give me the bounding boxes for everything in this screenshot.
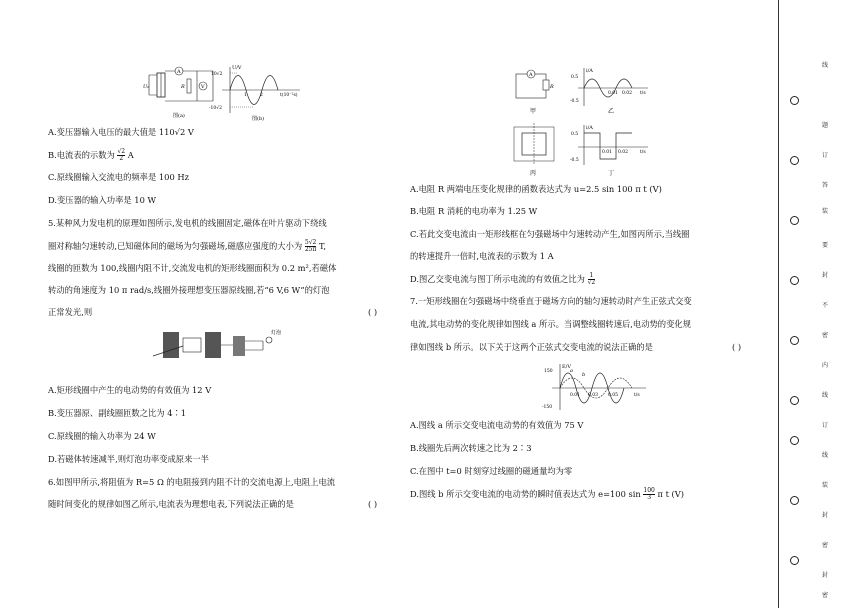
binding-char: 订 [822,422,829,429]
svg-text:R: R [550,84,554,90]
binding-hole [790,216,799,225]
q6-answer-bracket: ( ) [368,499,378,509]
binding-hole [790,396,799,405]
q6-option-b: B.电阻 R 消耗的电功率为 1.25 W [410,206,538,216]
ding-xaxis: t/s [640,150,646,155]
binding-char: 密 [822,542,829,549]
binding-char: 装 [822,482,829,489]
option-b-den: 2 [119,155,124,162]
q6-line2: 随时间变化的规律如图乙所示,电流表为理想电表,下列说法正确的是 [48,499,294,509]
svg-text:A: A [529,72,533,78]
binding-char: 订 [822,152,829,159]
fig-b-caption: 图(b) [252,116,265,122]
q7-curve-a: a [570,368,573,374]
q5-fraction-num: 5√2 [304,239,317,246]
q7-bot: -150 [542,405,553,410]
lamp-label: 灯泡 [271,330,282,336]
q5-fraction [305,240,317,253]
binding-char: 线 [822,452,829,459]
fig-b-yaxis: U/V [232,65,242,71]
yi-t2: 0.02 [622,91,633,96]
option-b-text: B.电流表的示数为 [48,150,115,160]
binding-char: 不 [822,302,829,309]
q6-option-d-fraction [588,273,596,286]
q7-curve-b: b [582,372,586,378]
q6-option-d-num: 1 [589,272,594,279]
q5-fraction-den: 25π [304,246,317,253]
fig-bing-caption: 丙 [530,170,537,177]
q6-option-a: A.电阻 R 两端电压变化规律的函数表达式为 u=2.5 sin 100 π t (V) [410,184,662,194]
option-b-num: √2 [117,148,126,155]
binding-hole [790,276,799,285]
q7-t2: 0.03 [588,393,599,398]
fig-yi-caption: 乙 [608,108,615,115]
q7-option-d-tail: π t (V) [657,489,685,499]
binding-char: 内 [822,362,829,369]
option-d: D.变压器的输入功率是 10 W [48,195,157,205]
fig-b-xaxis: t(10⁻²s) [280,93,298,98]
fig-b-t1: 1 [244,93,247,98]
resistor-label: R [181,84,185,90]
current-wave-yi-figure [570,66,650,116]
option-b [48,149,134,162]
binding-hole [790,496,799,505]
q7-line2: 电流,其电动势的变化规律如图线 a 所示。当调整线圈转速后,电动势的变化规 [410,319,691,329]
q5-answer-bracket: ( ) [368,307,378,317]
option-a: A.变压器输入电压的最大值是 110√2 V [48,127,194,137]
q7-t3: 0.05 [608,393,619,398]
q7-option-b: B.线圈先后两次转速之比为 2∶3 [410,443,532,453]
ding-t2: 0.02 [618,150,629,155]
option-b-fraction [117,149,125,162]
binding-line [778,0,779,608]
source-label: U₀ [143,84,150,90]
fig-b-top: 10√2 [211,72,223,77]
q5-line1: 5.某种风力发电机的原理如图所示,发电机的线圈固定,磁体在叶片驱动下绕线 [48,218,327,228]
wind-generator-figure [153,326,293,366]
yi-yaxis: i/A [586,68,593,74]
q7-answer-bracket: ( ) [732,342,742,352]
q6-option-d-text: D.图乙交变电流与图丁所示电流的有效值之比为 [410,274,585,284]
q6-option-d [410,273,595,286]
q7-option-a: A.图线 a 所示交变电流电动势的有效值为 75 V [410,420,584,430]
q5-line2-tail: T, [319,241,326,251]
option-a-tail: V [185,127,194,137]
q5-option-d: D.若磁体转速减半,则灯泡功率变成原来一半 [48,454,209,464]
yi-bot: -0.5 [570,99,579,104]
binding-char: 线 [822,392,829,399]
binding-hole [790,436,799,445]
q5-line2 [48,240,326,253]
ding-t1: 0.01 [602,150,613,155]
binding-hole [790,556,799,565]
voltmeter-label: V [201,84,205,90]
q5-option-c: C.原线圈的输入功率为 24 W [48,431,156,441]
ding-yaxis: i/A [586,125,593,131]
ammeter-label: A [177,69,181,75]
q6-option-c-line1: C.若此交变电流由一矩形线框在匀强磁场中匀速转动产生,如图丙所示,当线圈 [410,229,690,239]
voltage-wave-figure [208,63,303,123]
q7-t1: 0.01 [570,393,581,398]
option-c: C.原线圈输入交流电的频率是 100 Hz [48,172,189,182]
binding-char: 密 [822,592,829,599]
binding-char: 封 [822,272,829,279]
fig-ding-caption: 丁 [608,170,615,177]
fig-a-caption: 图(a) [173,113,185,119]
fig-jia-caption: 甲 [530,108,537,115]
current-wave-ding-figure [570,123,650,178]
q7-line3: 律如图线 b 所示。以下关于这两个正弦式交变电流的说法正确的是 [410,342,653,352]
q7-option-d-den: 3 [647,494,652,501]
q7-line1: 7.一矩形线圈在匀强磁场中绕垂直于磁场方向的轴匀速转动时产生正弦式交变 [410,296,692,306]
binding-char: 题 [822,122,829,129]
option-a-text: A.变压器输入电压的最大值是 110 [48,127,175,137]
binding-char: 密 [822,332,829,339]
q5-option-a: A.矩形线圈中产生的电动势的有效值为 12 V [48,385,212,395]
q7-option-d-fraction [643,488,654,501]
ding-top: 0.5 [571,132,579,137]
q7-option-d-text: D.图线 b 所示交变电流的电动势的瞬时值表达式为 e=100 sin [410,489,641,499]
emf-wave-figure [540,362,650,414]
binding-char: 装 [822,208,829,215]
fig-b-bot: -10√2 [209,106,222,111]
circuit-jia-figure [510,66,560,116]
q7-option-d-num: 100 [643,487,655,494]
q7-option-c: C.在图中 t=0 时刻穿过线圈的磁通量均为零 [410,466,573,476]
yi-top: 0.5 [571,75,579,80]
q7-xaxis: t/s [634,393,640,398]
q5-option-b: B.变压器原、副线圈匝数之比为 4∶1 [48,408,187,418]
binding-hole [790,336,799,345]
q6-option-c-line2: 的转速提升一倍时,电流表的示数为 1 A [410,251,554,261]
ding-bot: -0.5 [570,158,579,163]
q5-line3: 线圈的匝数为 100,线圈内阻不计,交流发电机的矩形线圈面积为 0.2 m²,若磁体 [48,263,337,273]
yi-t1: 0.01 [608,91,619,96]
q7-option-d [410,488,684,501]
binding-hole [790,156,799,165]
binding-char: 线 [822,62,829,69]
binding-char: 答 [822,182,829,189]
q5-line5: 正常发光,则 [48,307,93,317]
fig-b-t2: 2 [260,93,263,98]
coil-bing-figure [510,123,565,178]
q6-option-d-den: √2 [587,279,596,286]
q7-yaxis: E/V [562,364,571,370]
q6-line1: 6.如图甲所示,将阻值为 R=5 Ω 的电阻接到内阻不计的交流电源上,电阻上电流 [48,477,336,487]
binding-char: 封 [822,512,829,519]
yi-xaxis: t/s [640,91,646,96]
binding-hole [790,96,799,105]
binding-char: 要 [822,242,829,249]
q7-top: 150 [544,369,553,374]
q5-line4: 转动的角速度为 10 π rad/s,线圈外接理想变压器原线圈,若“6 V,6 W”的灯泡 [48,285,330,295]
binding-char: 封 [822,572,829,579]
option-b-tail: A [127,150,134,160]
q5-line2-text: 圈对称轴匀速转动,已知磁体间的磁场为匀强磁场,磁感应强度的大小为 [48,241,303,251]
